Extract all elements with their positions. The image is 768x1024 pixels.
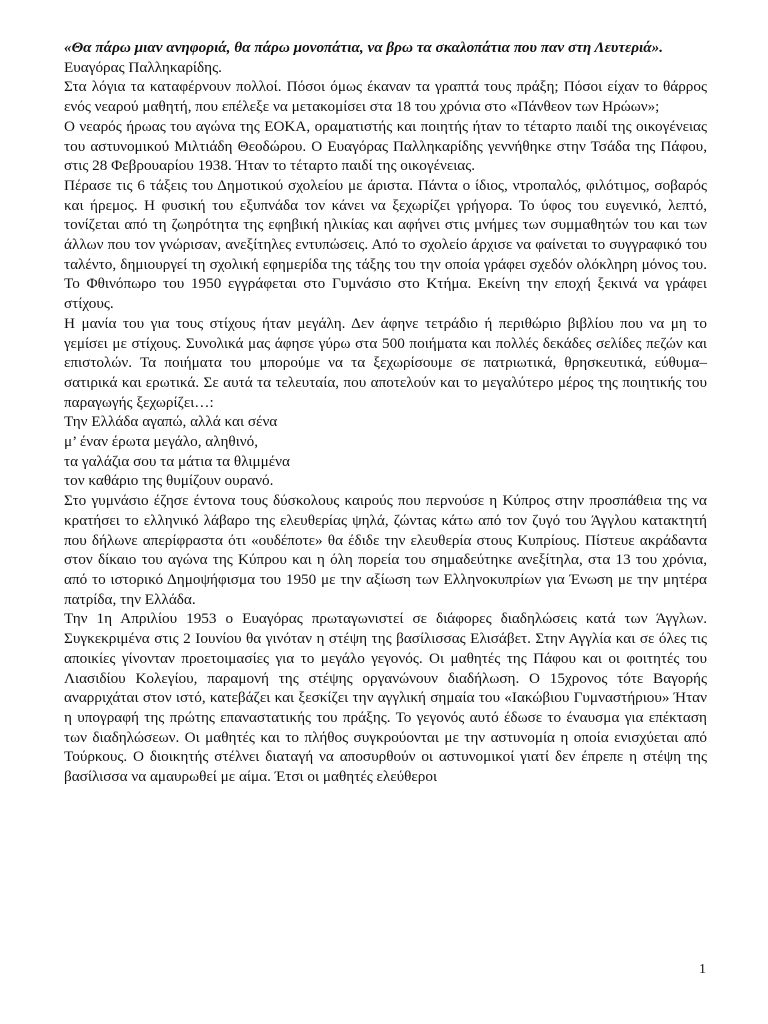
verse-line: μ’ έναν έρωτα μεγάλο, αληθινό, xyxy=(64,433,259,451)
paragraph-gymnasium: Στο γυμνάσιο έζησε έντονα τους δύσκολους καιρούς που περνούσε η Κύπρος στην προσπάθεια της να κρατήσει το ελληνικό λάβαρο της ελευθερίας ψηλά, ζώντας κάτω από τον ζυγό του Άγγλου κατακτητή που δήλωνε απερίφραστα ότι «ουδέποτε» θα έδιδε την ελευθερία στους Κυπρίους. Πίστευε ακράδαντα στον δίκαιο του αγώνα της Κύπρου και η όλη πορεία του σημαδεύτηκε ανεξίτηλα, στα 13 του χρόνια, από το ιστορικό Δημοψήφισμα του 1950 με την αξίωση των Ελληνοκυπρίων για Ένωση με την μητέρα πατρίδα, την Ελλάδα. xyxy=(64,492,707,608)
paragraph-intro: Στα λόγια τα καταφέρνουν πολλοί. Πόσοι όμως έκαναν τα γραπτά τους πράξη; Πόσοι είχαν το θάρρος ενός νεαρού μαθητή, που επέλεξε να μετακομίσει στα 18 του χρόνια στο «Πάνθεον των Ηρώων»; xyxy=(64,78,707,116)
author-name: Ευαγόρας Παλληκαρίδης. xyxy=(64,58,222,76)
document-title: «Θα πάρω μιαν ανηφοριά, θα πάρω μονοπάτια, να βρω τα σκαλοπάτια που παν στη Λευτεριά». xyxy=(64,39,664,56)
paragraph-school: Πέρασε τις 6 τάξεις του Δημοτικού σχολείου με άριστα. Πάντα ο ίδιος, ντροπαλός, φιλότιμος, σοβαρός και ήρεμος. Η φυσική του εξυπνάδα τον κάνει να ξεχωρίζει γρήγορα. Το ύφος του ευγενικό, λεπτό, τονίζεται από τη ζωηρότητα της εφηβική ηλικίας και αφήνει στις μνήμες των συμμαθητών του και των άλλων που τον γνώρισαν, ανεξίτηλες εντυπώσεις. Από το σχολείο άρχισε να φαίνεται το συγγραφικό του ταλέντο, δημιουργεί τη σχολική εφημερίδα της τάξης του την οποία γράφει σχεδόν ολόκληρη μόνος του. Το Φθινόπωρο του 1950 εγγράφεται στο Γυμνάσιο στο Κτήμα. Εκείνη την εποχή ξεκινά να γράφει στίχους. xyxy=(64,176,707,313)
paragraph-demonstrations: Την 1η Απριλίου 1953 ο Ευαγόρας πρωταγωνιστεί σε διάφορες διαδηλώσεις κατά των Άγγλων. Συγκεκριμένα στις 2 Ιουνίου θα γινόταν η στέψη της βασίλισσας Ελισάβετ. Στην Αγγλία και σε όλες τις αποικίες γίνονταν προετοιμασίες για το μεγάλο γεγονός. Οι μαθητές της Πάφου και οι φοιτητές του Λιασιδίου Κολεγίου, παραμονή της στέψης οργανώνουν διαδήλωση. Ο 15χρονος τότε Βαγορής αναρριχάται στον ιστό, κατεβάζει και ξεσκίζει την αγγλική σημαία του «Ιακώβιου Γυμναστήριου» Ήταν η υπογραφή της πρώτης επαναστατικής του πράξης. Το γεγονός αυτό έδωσε το έναυσμα για επέκταση των διαδηλώσεων. Οι μαθητές και το πλήθος συγκρούονται με την αστυνομία η οποία ενισχύεται από Τούρκους. Ο διοικητής στέλνει διαταγή να αποσυρθούν οι αστυνομικοί γιατί δεν έπρεπε η στέψη της βασίλισσα να αμαυρωθεί με αίμα. Έτσι οι μαθητές ελεύθεροι xyxy=(64,610,707,786)
verse-line: τον καθάριο της θυμίζουν ουρανό. xyxy=(64,472,274,490)
page-number: 1 xyxy=(699,962,706,977)
paragraph-biography: Ο νεαρός ήρωας του αγώνα της ΕΟΚΑ, οραματιστής και ποιητής ήταν το τέταρτο παιδί της οικογένειας του αστυνομικού Μιλτιάδη Θεοδώρου. Ο Ευαγόρας Παλληκαρίδης γεννήθηκε στην Τσάδα της Πάφου, στις 28 Φεβρουαρίου 1938. Ήταν το τέταρτο παιδί της οικογένειας. xyxy=(64,117,707,175)
paragraph-poetry: Η μανία του για τους στίχους ήταν μεγάλη. Δεν άφηνε τετράδιο ή περιθώριο βιβλίου που να μη το γεμίσει με στίχους. Συνολικά μας άφησε γύρω στα 500 ποιήματα και πολλές δεκάδες σελίδες πεζών και επιστολών. Τα ποιήματα του μπορούμε να τα ξεχωρίσουμε σε πατριωτικά, θρησκευτικά, εύθυμα–σατιρικά και ερωτικά. Σε αυτά τα τελευταία, που αποτελούν και το μεγαλύτερο μέρος της ποιητικής του παραγωγής ξεχωρίζει…: xyxy=(64,314,707,411)
document-page xyxy=(64,38,707,787)
verse-line: Την Ελλάδα αγαπώ, αλλά και σένα xyxy=(64,413,278,431)
verse-line: τα γαλάζια σου τα μάτια τα θλιμμένα xyxy=(64,452,290,470)
